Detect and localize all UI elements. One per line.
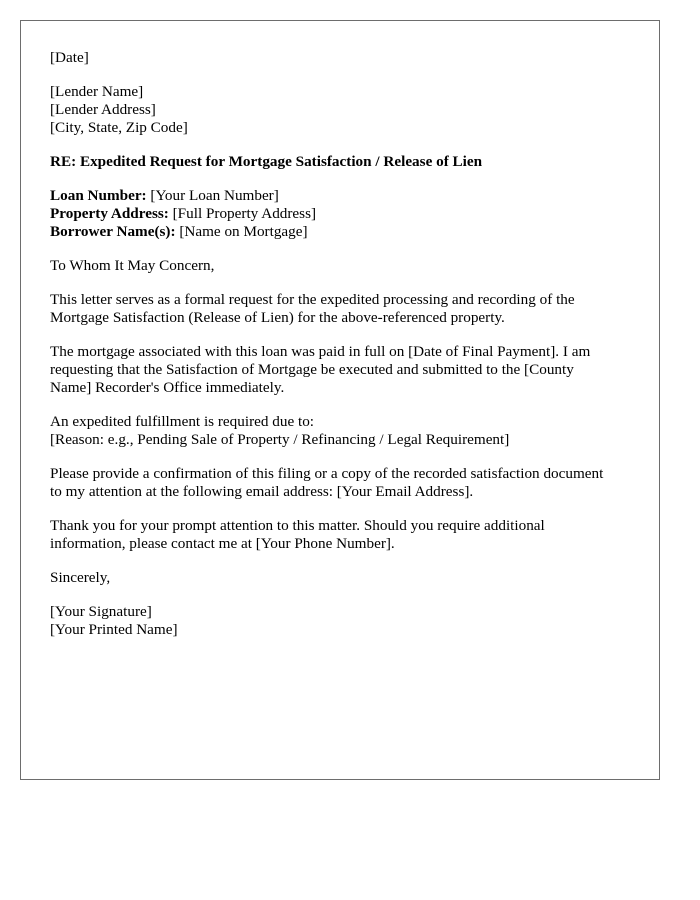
loan-details-block	[50, 187, 640, 241]
lender-city-state-zip: [City, State, Zip Code]	[50, 119, 188, 136]
paragraph-line: information, please contact me at [Your Phone Number].	[50, 535, 395, 552]
loan-number-row	[50, 187, 640, 205]
printed-name: [Your Printed Name]	[50, 621, 178, 638]
lender-name: [Lender Name]	[50, 83, 144, 100]
paragraph-line: Mortgage Satisfaction (Release of Lien) for the above-referenced property.	[50, 309, 505, 326]
date-line	[50, 49, 640, 67]
paragraph-line: This letter serves as a formal request for the expedited processing and recording of the	[50, 291, 575, 308]
paragraph-reason	[50, 413, 640, 449]
paragraph-line: to my attention at the following email address: [Your Email Address].	[50, 483, 474, 500]
salutation-text: To Whom It May Concern,	[50, 257, 215, 274]
paragraph-line: Please provide a confirmation of this filing or a copy of the recorded satisfaction document	[50, 465, 604, 482]
paragraph-line: [Reason: e.g., Pending Sale of Property / Refinancing / Legal Requirement]	[50, 431, 510, 448]
subject-text: RE: Expedited Request for Mortgage Satisfaction / Release of Lien	[50, 153, 483, 170]
paragraph-line: Thank you for your prompt attention to this matter. Should you require additional	[50, 517, 545, 534]
property-address-value: [Full Property Address]	[168, 205, 317, 222]
signature-line: [Your Signature]	[50, 603, 152, 620]
paragraph-thanks	[50, 517, 640, 553]
closing	[50, 569, 640, 587]
paragraph-payment	[50, 343, 640, 397]
borrower-names-label: Borrower Name(s):	[50, 223, 176, 240]
recipient-block	[50, 83, 640, 137]
loan-number-value: [Your Loan Number]	[146, 187, 279, 204]
paragraph-intro	[50, 291, 640, 327]
salutation	[50, 257, 640, 275]
letter-page	[20, 20, 660, 780]
paragraph-line: The mortgage associated with this loan was paid in full on [Date of Final Payment]. I am	[50, 343, 591, 360]
paragraph-line: An expedited fulfillment is required due to:	[50, 413, 315, 430]
lender-address: [Lender Address]	[50, 101, 156, 118]
signature-block	[50, 603, 640, 639]
date-text: [Date]	[50, 49, 89, 66]
paragraph-line: requesting that the Satisfaction of Mortgage be executed and submitted to the [County	[50, 361, 574, 378]
borrower-names-value: [Name on Mortgage]	[175, 223, 308, 240]
closing-text: Sincerely,	[50, 569, 111, 586]
property-address-row	[50, 205, 640, 223]
property-address-label: Property Address:	[50, 205, 169, 222]
letter-body	[50, 49, 640, 655]
paragraph-confirmation	[50, 465, 640, 501]
paragraph-line: Name] Recorder's Office immediately.	[50, 379, 285, 396]
borrower-names-row	[50, 223, 640, 241]
loan-number-label: Loan Number:	[50, 187, 147, 204]
subject-line	[50, 153, 640, 171]
